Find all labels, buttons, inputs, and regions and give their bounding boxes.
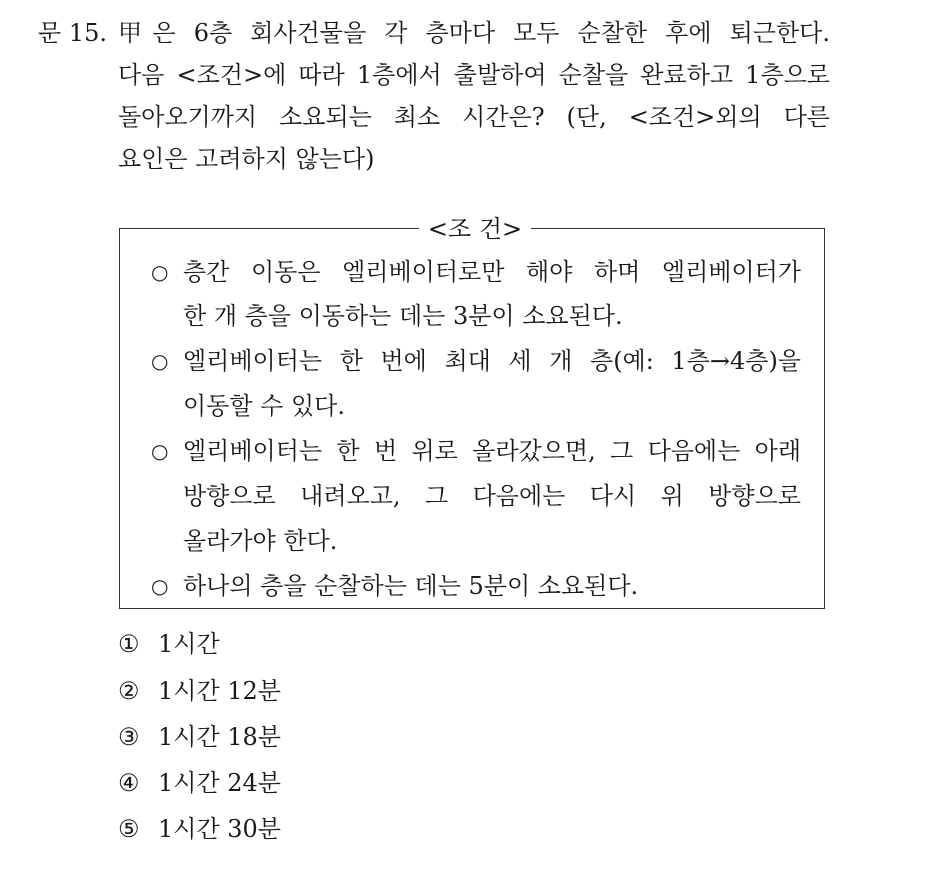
question-text-line: 다음 <조건>에 따라 1층에서 출발하여 순찰을 완료하고 1층으로 bbox=[118, 61, 830, 89]
answer-option-2[interactable] bbox=[118, 671, 281, 711]
condition-bullet: ○ bbox=[151, 349, 169, 373]
conditions-title: <조 건> bbox=[419, 212, 531, 246]
option-mark: ② bbox=[118, 677, 140, 705]
question-number: 문 15. bbox=[38, 19, 107, 47]
condition-text-line: 올라가야 한다. bbox=[183, 527, 338, 555]
question-text-line: 甲은 6층 회사건물을 각 층마다 모두 순찰한 후에 퇴근한다. bbox=[118, 19, 830, 47]
option-mark: ① bbox=[118, 630, 140, 658]
answer-option-1[interactable] bbox=[118, 624, 220, 664]
condition-text-line: 엘리베이터는 한 번 위로 올라갔으면, 그 다음에는 아래 bbox=[183, 437, 801, 465]
condition-bullet: ○ bbox=[151, 439, 169, 463]
condition-text-line: 이동할 수 있다. bbox=[183, 392, 345, 420]
option-mark: ⑤ bbox=[118, 815, 140, 843]
option-text: 1시간 30분 bbox=[158, 815, 281, 843]
condition-text-line: 하나의 층을 순찰하는 데는 5분이 소요된다. bbox=[183, 572, 639, 600]
option-text: 1시간 12분 bbox=[158, 677, 281, 705]
condition-bullet: ○ bbox=[151, 574, 169, 598]
condition-bullet: ○ bbox=[151, 260, 169, 284]
condition-text-line: 엘리베이터는 한 번에 최대 세 개 층(예: 1층→4층)을 bbox=[183, 347, 801, 375]
question-text-line: 돌아오기까지 소요되는 최소 시간은? (단, <조건>외의 다른 bbox=[118, 103, 830, 131]
condition-text-line: 층간 이동은 엘리베이터로만 해야 하며 엘리베이터가 bbox=[183, 258, 801, 286]
condition-text-line: 한 개 층을 이동하는 데는 3분이 소요된다. bbox=[183, 302, 623, 330]
option-text: 1시간 24분 bbox=[158, 769, 281, 797]
condition-text-line: 방향으로 내려오고, 그 다음에는 다시 위 방향으로 bbox=[183, 482, 801, 510]
answer-option-4[interactable] bbox=[118, 763, 281, 803]
question-text-line: 요인은 고려하지 않는다) bbox=[118, 145, 375, 173]
answer-option-3[interactable] bbox=[118, 717, 281, 757]
option-mark: ③ bbox=[118, 723, 140, 751]
option-mark: ④ bbox=[118, 769, 140, 797]
option-text: 1시간 18분 bbox=[158, 723, 281, 751]
answer-option-5[interactable] bbox=[118, 809, 281, 849]
option-text: 1시간 bbox=[158, 630, 220, 658]
